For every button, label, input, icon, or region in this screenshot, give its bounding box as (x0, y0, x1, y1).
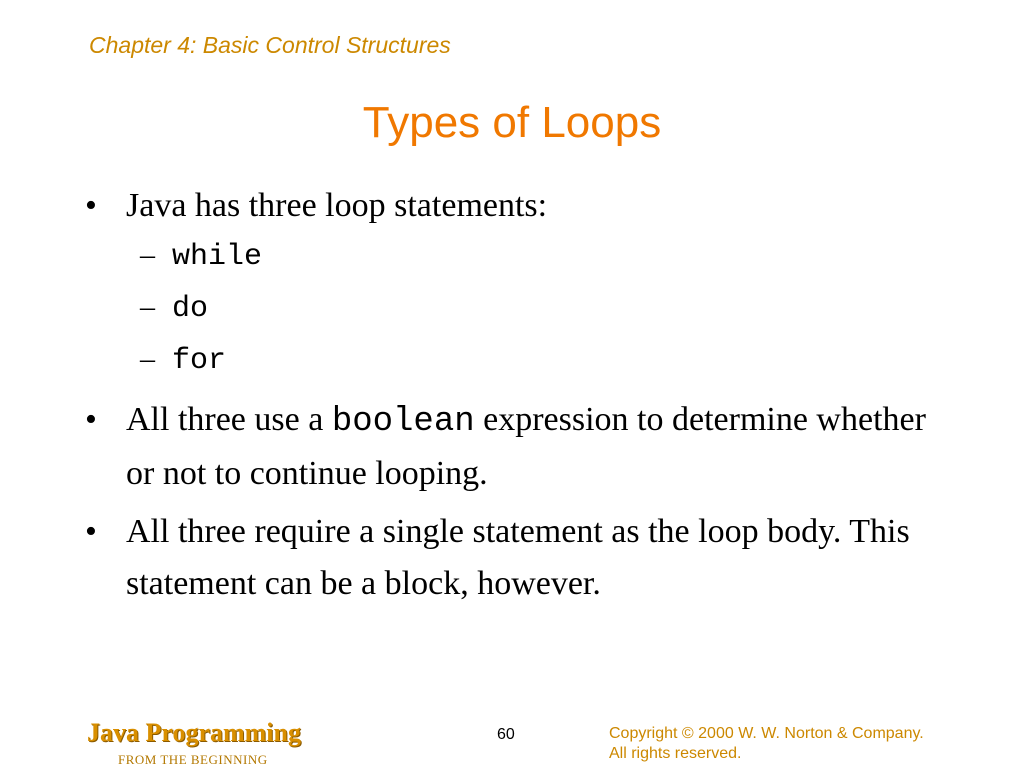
sub-item (82, 282, 962, 334)
page-number: 60 (497, 726, 515, 743)
bullet-icon: • (85, 401, 97, 438)
bullet-text-before: All three use a (126, 401, 332, 438)
footer-brand-subtitle: FROM THE BEGINNING (118, 752, 268, 767)
dash-icon: – (140, 238, 155, 271)
bullet-icon: • (85, 513, 97, 550)
dash-icon: – (140, 342, 155, 375)
copyright-line: All rights reserved. (609, 745, 742, 762)
footer-brand: Java Programming (87, 718, 301, 747)
bullet-item (82, 394, 962, 500)
bullet-text: Java has three loop statements: (126, 187, 548, 224)
bullet-item (82, 180, 962, 232)
bullet-code: boolean (331, 403, 475, 441)
sub-item (82, 230, 962, 282)
bullet-text-after: expression to determine whether or not to continue looping. (126, 401, 926, 492)
sub-item (82, 334, 962, 386)
bullet-icon: • (85, 187, 97, 224)
sub-item-code: while (172, 240, 263, 274)
slide-body (82, 180, 962, 610)
dash-icon: – (140, 290, 155, 323)
sub-item-code: for (172, 344, 227, 378)
copyright (609, 724, 924, 764)
slide-title: Types of Loops (362, 98, 662, 147)
bullet-item (82, 506, 962, 610)
chapter-header: Chapter 4: Basic Control Structures (89, 32, 451, 58)
copyright-line: Copyright © 2000 W. W. Norton & Company. (609, 725, 924, 742)
sub-list (82, 230, 962, 386)
sub-item-code: do (172, 292, 209, 326)
bullet-text: All three require a single statement as the loop body. This statement can be a block, however. (126, 513, 910, 602)
